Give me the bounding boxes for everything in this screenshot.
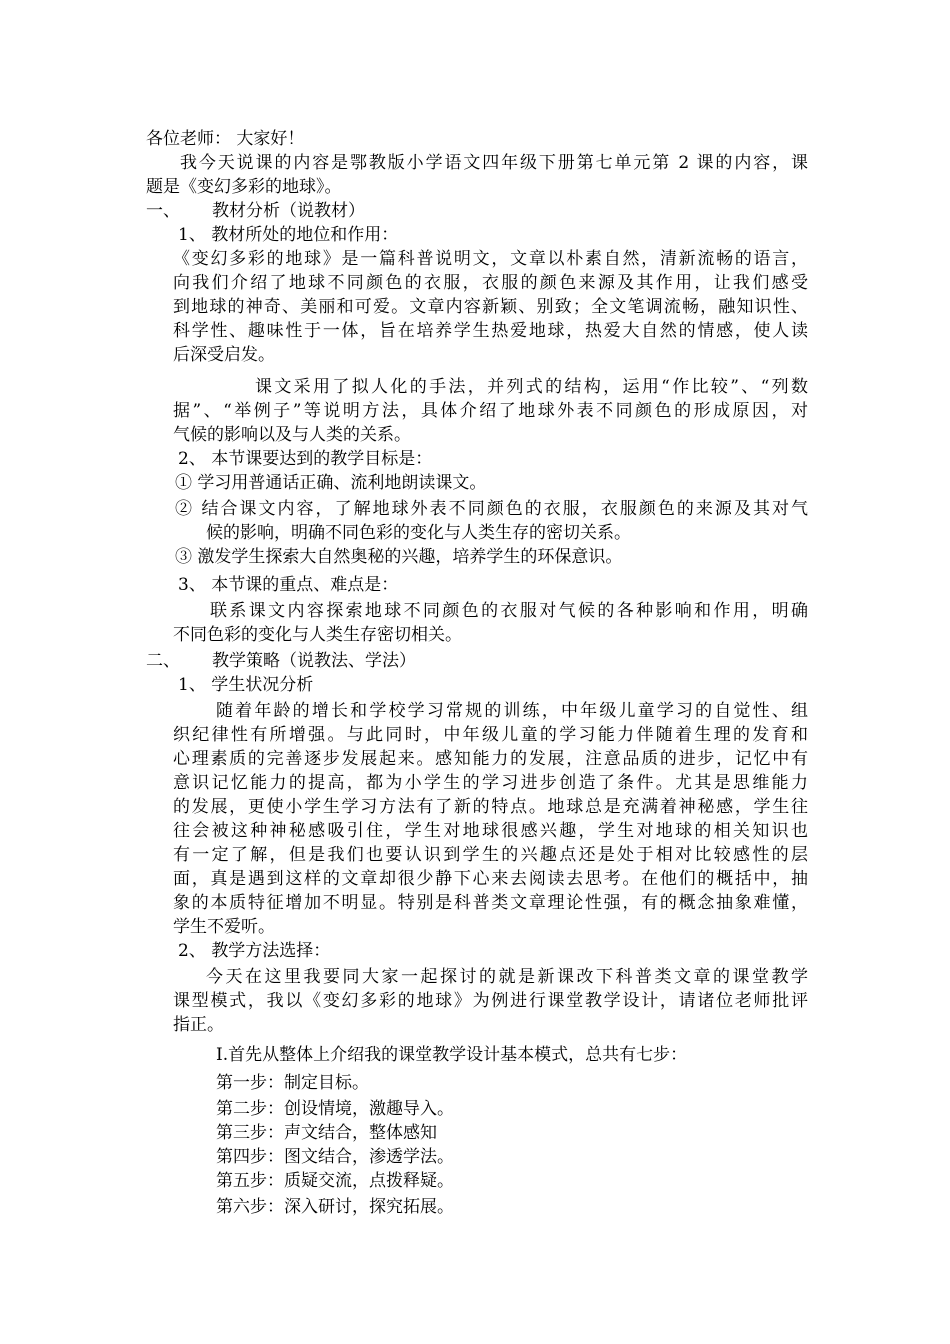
section1-item1-para2-line: 课文采用了拟人化的手法，并列式的结构，运用“作比较”、“列数 [255, 377, 808, 397]
method-text-line: 今天在这里我要同大家一起探讨的就是新课改下科普类文章的课堂教学 [206, 967, 808, 987]
section1-item1-para1-line: 《变幻多彩的地球》是一篇科普说明文，文章以朴素自然，清新流畅的语言， [173, 249, 808, 269]
model-step: 第五步：质疑交流，点拨释疑。 [216, 1171, 454, 1191]
section1-item1-para2-line: 气候的影响以及与人类的关系。 [173, 425, 411, 445]
section1-item1-para1-line: 向我们介绍了地球不同颜色的衣服，衣服的颜色来源及其作用，让我们感受 [173, 273, 808, 293]
section1-title: 教材分析（说教材） [212, 201, 365, 221]
section1-item1-para1-line: 到地球的神奇、美丽和可爱。文章内容新颖、别致；全文笔调流畅，融知识性、 [173, 297, 808, 317]
section1-item2-heading: 2、 本节课要达到的教学目标是： [178, 449, 433, 469]
section2-item2-heading: 2、 教学方法选择： [178, 941, 331, 961]
model-step: 第三步：声文结合，整体感知 [216, 1123, 437, 1143]
section1-item1-para2-line: 据”、“举例子”等说明方法，具体介绍了地球外表不同颜色的形成原因，对 [173, 401, 808, 421]
student-analysis-line: 面，真是遇到这样的文章却很少静下心来去阅读去思考。在他们的概括中，抽 [173, 869, 808, 889]
student-analysis-line: 有一定了解，但是我们也要认识到学生的兴趣点还是处于相对比较感性的层 [173, 845, 808, 865]
intro-line-1: 我今天说课的内容是鄂教版小学语文四年级下册第七单元第 2 课的内容，课 [180, 153, 808, 173]
student-analysis-line: 的发展，更使小学生学习方法有了新的特点。地球总是充满着神秘感，学生往 [173, 797, 808, 817]
section1-number: 一、 [146, 201, 180, 221]
teaching-goal-3: ③ 激发学生探索大自然奥秘的兴趣，培养学生的环保意识。 [175, 547, 623, 567]
section1-item3-text-line: 联系课文内容探索地球不同颜色的衣服对气候的各种影响和作用，明确 [210, 601, 808, 621]
student-analysis-line: 随着年龄的增长和学校学习常规的训练，中年级儿童学习的自觉性、组 [216, 701, 808, 721]
greeting: 各位老师： 大家好！ [146, 129, 305, 149]
section1-item1-heading: 1、 教材所处的地位和作用： [178, 225, 399, 245]
student-analysis-line: 学生不爱听。 [173, 917, 275, 937]
section2-item1-heading: 1、 学生状况分析 [178, 675, 314, 695]
student-analysis-line: 象的本质特征增加不明显。特别是科普类文章理论性强，有的概念抽象难懂， [173, 893, 808, 913]
section1-item1-para1-line: 科学性、趣味性于一体，旨在培养学生热爱地球，热爱大自然的情感，使人读 [173, 321, 808, 341]
student-analysis-line: 往会被这种神秘感吸引住，学生对地球很感兴趣，学生对地球的相关知识也 [173, 821, 808, 841]
section2-title: 教学策略（说教法、学法） [212, 651, 416, 671]
method-text-line: 指正。 [173, 1015, 224, 1035]
section2-number: 二、 [146, 651, 180, 671]
teaching-goal-2-line: 候的影响，明确不同色彩的变化与人类生存的密切关系。 [206, 523, 631, 543]
student-analysis-line: 心理素质的完善逐步发展起来。感知能力的发展，注意品质的进步，记忆中有 [173, 749, 808, 769]
section1-item1-para1-line: 后深受启发。 [173, 345, 275, 365]
intro-line-2: 题是《变幻多彩的地球》。 [146, 177, 342, 197]
model-step: 第四步：图文结合，渗透学法。 [216, 1147, 454, 1167]
teaching-goal-1: ① 学习用普通话正确、流利地朗读课文。 [175, 473, 487, 493]
model-step: 第六步：深入研讨，探究拓展。 [216, 1197, 454, 1217]
model-step: 第二步：创设情境，激趣导入。 [216, 1099, 454, 1119]
model-intro: Ⅰ.首先从整体上介绍我的课堂教学设计基本模式，总共有七步： [216, 1045, 688, 1065]
teaching-goal-2-line: ② 结合课文内容，了解地球外表不同颜色的衣服，衣服颜色的来源及其对气 [175, 499, 808, 519]
section1-item3-heading: 3、 本节课的重点、难点是： [178, 575, 399, 595]
method-text-line: 课型模式，我以《变幻多彩的地球》为例进行课堂教学设计，请诸位老师批评 [173, 991, 808, 1011]
model-step: 第一步：制定目标。 [216, 1073, 369, 1093]
student-analysis-line: 意识记忆能力的提高，都为小学生的学习进步创造了条件。尤其是思维能力 [173, 773, 808, 793]
section1-item3-text-line: 不同色彩的变化与人类生存密切相关。 [173, 625, 462, 645]
student-analysis-line: 织纪律性有所增强。与此同时，中年级儿童的学习能力伴随着生理的发育和 [173, 725, 808, 745]
